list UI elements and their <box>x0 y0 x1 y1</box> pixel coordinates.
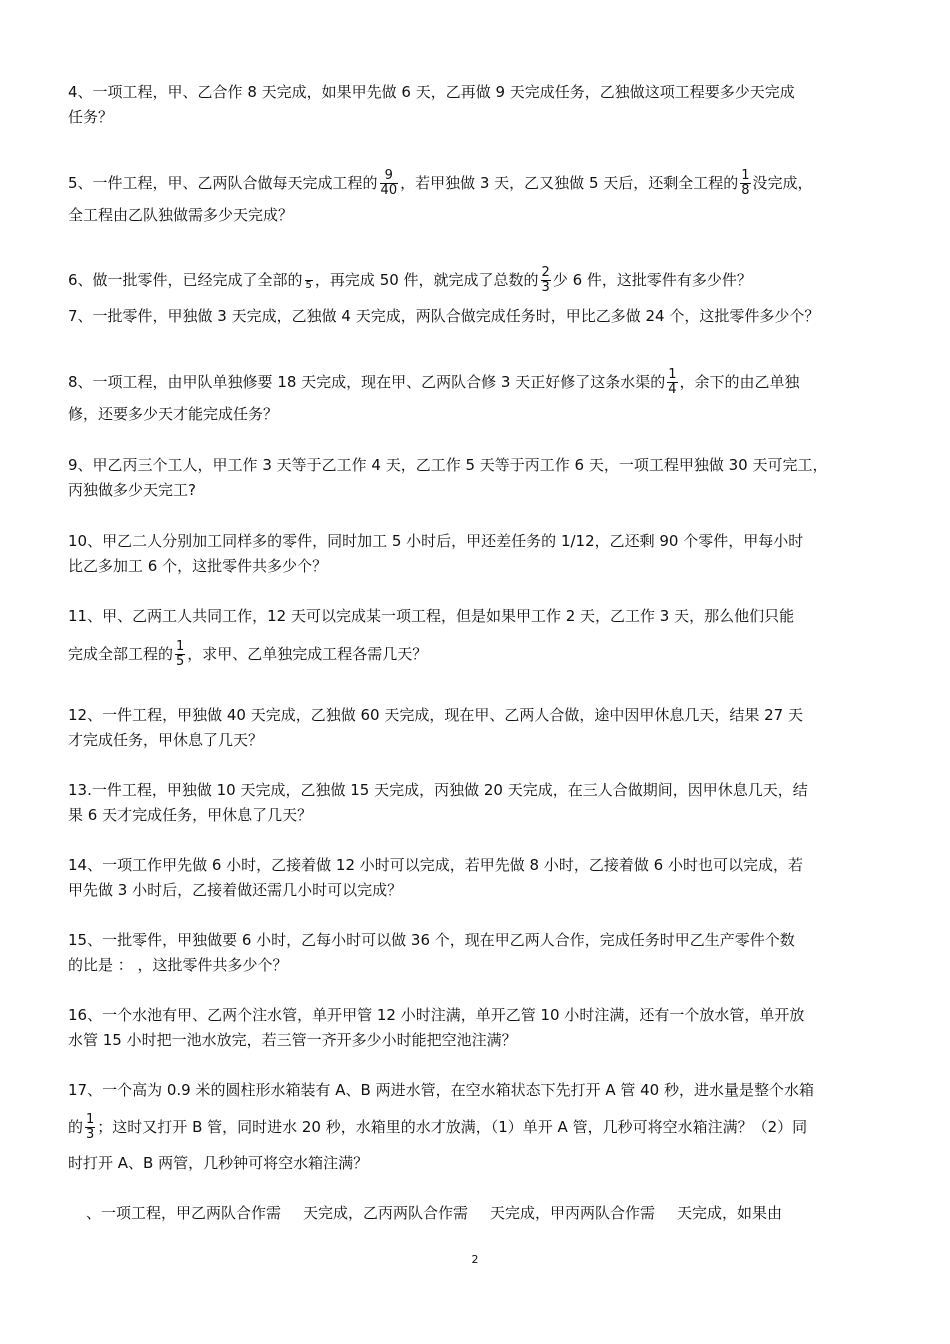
problem-11-line-1: 11、甲、乙两工人共同工作，12 天可以完成某一项工程，但是如果甲工作 2 天，乙工作 3 天，那么他们只能 <box>68 607 795 625</box>
fraction-1-3 <box>85 1113 95 1142</box>
problem-18-seg-4: 天完成，如果由 <box>677 1204 783 1222</box>
problem-16-line-1: 16、一个水池有甲、乙两个注水管，单开甲管 12 小时注满，单开乙管 10 小时注满，还有一个放水管，单开放 <box>68 1006 805 1024</box>
problem-12-line-1: 12、一件工程，甲独做 40 天完成，乙独做 60 天完成，现在甲、乙两人合做，途中因甲休息几天，结果 27 天 <box>68 706 803 724</box>
problem-18-seg-2: 天完成，乙丙两队合作需 <box>303 1204 469 1222</box>
problem-18-line-1 <box>86 1203 782 1223</box>
fraction-denominator: 3 <box>541 280 550 295</box>
problem-5-line-1 <box>68 169 813 198</box>
problem-4-line-2: 任务？ <box>68 108 114 126</box>
problem-15-line-1: 15、一批零件，甲独做要 6 小时，乙每小时可以做 36 个，现在甲乙两人合作，完成任务时甲乙生产零件个数 <box>68 931 795 949</box>
fraction-numerator: 1 <box>668 367 677 382</box>
fraction-1-8 <box>740 169 750 198</box>
problem-10-line-1: 10、甲乙二人分别加工同样多的零件，同时加工 5 小时后，甲还差任务的 1/12，乙还剩 90 个零件，甲每小时 <box>68 532 804 550</box>
problem-8-text-pre: 8、一项工程，由甲队单独修要 18 天完成，现在甲、乙两队合修 3 天正好修了这条水渠的 <box>68 373 666 391</box>
fraction-denominator: 4 <box>668 382 677 397</box>
problem-9-line-1: 9、甲乙丙三个工人，甲工作 3 天等于乙工作 4 天，乙工作 5 天等于丙工作 6 天，一项工程甲独做 30 天可完工， <box>68 456 828 474</box>
problem-5-text-post: 没完成， <box>752 174 813 192</box>
fraction-denominator: 3 <box>86 1127 95 1142</box>
problem-8-line-1 <box>68 368 800 397</box>
problem-17-text-pre: 的 <box>68 1118 84 1136</box>
fraction-1-4 <box>667 368 677 397</box>
problem-6-text-post: 少 6 件，这批零件有多少件？ <box>552 271 752 289</box>
problem-5-text-mid: ，若甲独做 3 天，乙又独做 5 天后，还剩全工程的 <box>400 174 739 192</box>
problem-14-line-2: 甲先做 3 小时后，乙接着做还需几小时可以完成？ <box>68 881 403 899</box>
problem-10-line-2: 比乙多加工 6 个，这批零件共多少个？ <box>68 557 328 575</box>
fraction-numerator: 1 <box>741 168 750 183</box>
fraction-2-3 <box>541 266 551 295</box>
fraction-1-5 <box>175 640 185 669</box>
problem-15-line-2: 的比是 ： ，这批零件共多少个？ <box>68 956 288 974</box>
page-number: 2 <box>471 1253 479 1266</box>
fraction-numerator: 2 <box>541 265 550 280</box>
problem-4-line-1: 4、一项工程，甲、乙合作 8 天完成，如果甲先做 6 天，乙再做 9 天完成任务，乙独做这项工程要多少天完成 <box>68 83 795 101</box>
problem-18-seg-3: 天完成，甲丙两队合作需 <box>490 1204 656 1222</box>
problem-13-line-1: 13.一件工程，甲独做 10 天完成，乙独做 15 天完成，丙独做 20 天完成，在三人合做期间，因甲休息几天，结 <box>68 781 808 799</box>
fraction-denominator: 40 <box>380 183 398 198</box>
fraction-9-40 <box>380 169 399 198</box>
problem-6-text-mid: ，再完成 50 件，就完成了总数的 <box>314 271 539 289</box>
problem-12-line-2: 才完成任务，甲休息了几天？ <box>68 731 264 749</box>
problem-17-text-post: ；这时又打开 B 管，同时进水 20 秒，水箱里的水才放满，（1）单开 A 管，几秒可将空水箱注满？（2）同 <box>97 1118 808 1136</box>
problem-6-line-1 <box>68 266 752 295</box>
fraction-blank-5 <box>305 270 313 291</box>
problem-9-line-2: 丙独做多少天完工? <box>68 481 196 499</box>
problem-8-line-2: 修，还要多少天才能完成任务？ <box>68 405 279 423</box>
fraction-numerator: 1 <box>176 639 185 654</box>
problem-11-text-post: ，求甲、乙单独完成工程各需几天？ <box>187 645 428 663</box>
fraction-denominator: 5 <box>176 654 185 669</box>
fraction-numerator: 9 <box>380 169 399 184</box>
problem-13-line-2: 果 6 天才完成任务，甲休息了几天？ <box>68 806 313 824</box>
problem-5-text-pre: 5、一件工程，甲、乙两队合做每天完成工程的 <box>68 174 378 192</box>
problem-18-seg-1: 、一项工程，甲乙两队合作需 <box>86 1204 282 1222</box>
problem-17-line-2 <box>68 1113 807 1142</box>
problem-11-line-2 <box>68 640 427 669</box>
fraction-denominator: 5 <box>305 280 312 291</box>
problem-14-line-1: 14、一项工作甲先做 6 小时，乙接着做 12 小时可以完成，若甲先做 8 小时，乙接着做 6 小时也可以完成，若 <box>68 856 803 874</box>
problem-8-text-post: ，余下的由乙单独 <box>679 373 800 391</box>
problem-7-line-1: 7、一批零件，甲独做 3 天完成，乙独做 4 天完成，两队合做完成任务时，甲比乙多做 24 个，这批零件多少个？ <box>68 307 820 325</box>
problem-17-line-1: 17、一个高为 0.9 米的圆柱形水箱装有 A、B 两进水管，在空水箱状态下先打开 A 管 40 秒，进水量是整个水箱 <box>68 1081 814 1099</box>
problem-16-line-2: 水管 15 小时把一池水放完，若三管一齐开多少小时能把空池注满？ <box>68 1031 517 1049</box>
problem-6-text-pre: 6、做一批零件，已经完成了全部的 <box>68 271 303 289</box>
problem-5-line-2: 全工程由乙队独做需多少天完成？ <box>68 206 294 224</box>
problem-17-line-3: 时打开 A、B 两管，几秒钟可将空水箱注满？ <box>68 1154 369 1172</box>
fraction-numerator: 1 <box>86 1112 95 1127</box>
problem-11-text-pre: 完成全部工程的 <box>68 645 174 663</box>
fraction-denominator: 8 <box>741 183 750 198</box>
